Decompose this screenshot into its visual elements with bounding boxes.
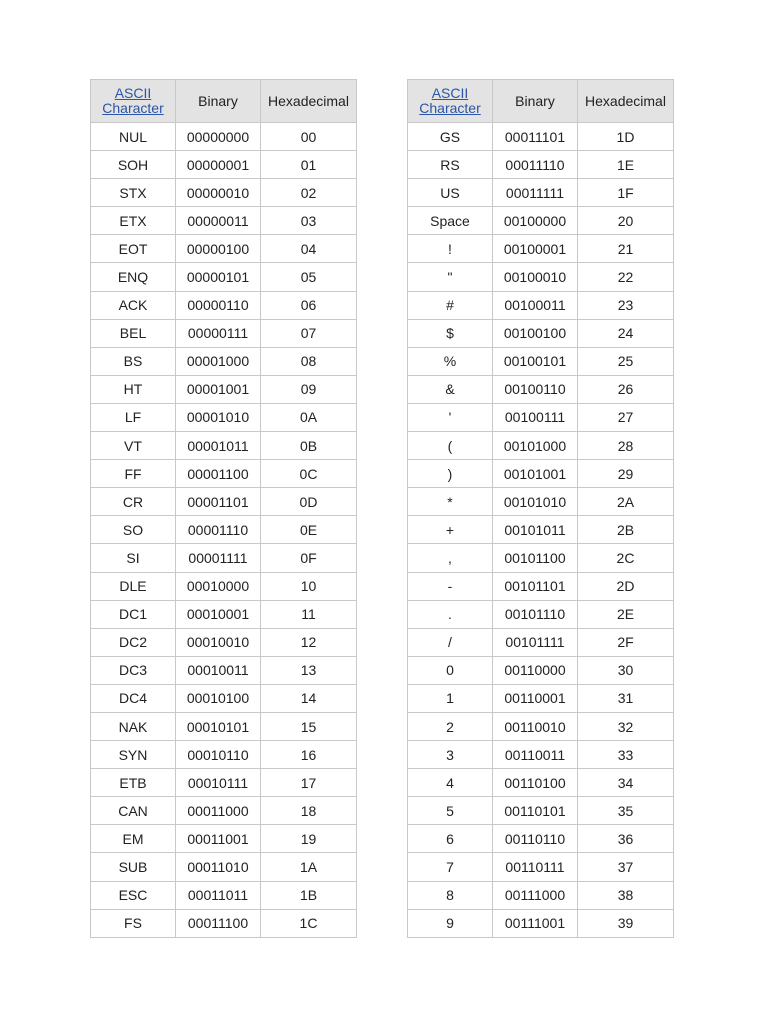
cell-character: SOH bbox=[91, 151, 176, 179]
header-ascii-character bbox=[91, 80, 176, 123]
cell-hex: 2F bbox=[578, 628, 674, 656]
table-row bbox=[408, 741, 674, 769]
table-body-left bbox=[91, 123, 357, 938]
cell-binary: 00101001 bbox=[493, 460, 578, 488]
cell-binary: 00011111 bbox=[493, 179, 578, 207]
ascii-link-line2: Character bbox=[102, 100, 164, 116]
table-row bbox=[91, 656, 357, 684]
table-row bbox=[91, 151, 357, 179]
cell-binary: 00011110 bbox=[493, 151, 578, 179]
cell-character: ! bbox=[408, 235, 493, 263]
table-body-right bbox=[408, 123, 674, 938]
ascii-table-left bbox=[90, 79, 357, 938]
table-row bbox=[91, 347, 357, 375]
table-row bbox=[408, 684, 674, 712]
cell-character: ) bbox=[408, 460, 493, 488]
cell-character: 8 bbox=[408, 881, 493, 909]
table-row bbox=[408, 319, 674, 347]
header-ascii-character bbox=[408, 80, 493, 123]
table-row bbox=[91, 207, 357, 235]
table-row bbox=[408, 179, 674, 207]
cell-character: * bbox=[408, 488, 493, 516]
cell-character: VT bbox=[91, 432, 176, 460]
cell-binary: 00011100 bbox=[176, 909, 261, 937]
cell-character: EM bbox=[91, 825, 176, 853]
cell-character: EOT bbox=[91, 235, 176, 263]
cell-binary: 00101100 bbox=[493, 544, 578, 572]
cell-hex: 2C bbox=[578, 544, 674, 572]
cell-binary: 00111001 bbox=[493, 909, 578, 937]
cell-binary: 00000010 bbox=[176, 179, 261, 207]
table-row bbox=[408, 151, 674, 179]
table-row bbox=[408, 516, 674, 544]
cell-hex: 14 bbox=[261, 684, 357, 712]
cell-binary: 00000000 bbox=[176, 123, 261, 151]
table-row bbox=[408, 881, 674, 909]
cell-character: ' bbox=[408, 403, 493, 431]
cell-binary: 00011011 bbox=[176, 881, 261, 909]
cell-character: NAK bbox=[91, 712, 176, 740]
cell-character: 4 bbox=[408, 769, 493, 797]
cell-hex: 2A bbox=[578, 488, 674, 516]
table-row bbox=[408, 797, 674, 825]
cell-binary: 00011101 bbox=[493, 123, 578, 151]
cell-character: 9 bbox=[408, 909, 493, 937]
table-row bbox=[91, 572, 357, 600]
cell-character: & bbox=[408, 375, 493, 403]
table-row bbox=[408, 403, 674, 431]
cell-binary: 00001011 bbox=[176, 432, 261, 460]
cell-hex: 29 bbox=[578, 460, 674, 488]
cell-hex: 19 bbox=[261, 825, 357, 853]
table-row bbox=[408, 825, 674, 853]
table-row bbox=[91, 881, 357, 909]
cell-hex: 38 bbox=[578, 881, 674, 909]
cell-hex: 23 bbox=[578, 291, 674, 319]
table-row bbox=[408, 600, 674, 628]
cell-character: 3 bbox=[408, 741, 493, 769]
table-row bbox=[91, 684, 357, 712]
cell-binary: 00000101 bbox=[176, 263, 261, 291]
cell-character: 5 bbox=[408, 797, 493, 825]
table-row bbox=[91, 460, 357, 488]
cell-hex: 25 bbox=[578, 347, 674, 375]
cell-binary: 00010111 bbox=[176, 769, 261, 797]
cell-binary: 00010001 bbox=[176, 600, 261, 628]
cell-hex: 22 bbox=[578, 263, 674, 291]
table-row bbox=[408, 347, 674, 375]
cell-character: ACK bbox=[91, 291, 176, 319]
cell-binary: 00010000 bbox=[176, 572, 261, 600]
table-row bbox=[408, 853, 674, 881]
cell-character: CAN bbox=[91, 797, 176, 825]
ascii-link-line1: ASCII bbox=[114, 85, 152, 101]
cell-binary: 00001100 bbox=[176, 460, 261, 488]
cell-character: HT bbox=[91, 375, 176, 403]
cell-character: 2 bbox=[408, 712, 493, 740]
cell-character: CR bbox=[91, 488, 176, 516]
cell-character: SI bbox=[91, 544, 176, 572]
cell-character: Space bbox=[408, 207, 493, 235]
header-binary: Binary bbox=[493, 80, 578, 123]
cell-binary: 00010110 bbox=[176, 741, 261, 769]
cell-hex: 05 bbox=[261, 263, 357, 291]
table-row bbox=[408, 432, 674, 460]
cell-hex: 12 bbox=[261, 628, 357, 656]
table-row bbox=[408, 544, 674, 572]
cell-hex: 31 bbox=[578, 684, 674, 712]
cell-character: ENQ bbox=[91, 263, 176, 291]
table-row bbox=[91, 403, 357, 431]
cell-binary: 00110000 bbox=[493, 656, 578, 684]
cell-hex: 37 bbox=[578, 853, 674, 881]
cell-character: - bbox=[408, 572, 493, 600]
cell-hex: 1F bbox=[578, 179, 674, 207]
cell-character: ETX bbox=[91, 207, 176, 235]
cell-binary: 00100110 bbox=[493, 375, 578, 403]
cell-character: 0 bbox=[408, 656, 493, 684]
cell-hex: 00 bbox=[261, 123, 357, 151]
table-row bbox=[91, 179, 357, 207]
cell-hex: 10 bbox=[261, 572, 357, 600]
cell-hex: 2B bbox=[578, 516, 674, 544]
table-row bbox=[408, 235, 674, 263]
table-row bbox=[408, 712, 674, 740]
cell-character: 7 bbox=[408, 853, 493, 881]
cell-character: . bbox=[408, 600, 493, 628]
table-row bbox=[91, 319, 357, 347]
cell-character: SO bbox=[91, 516, 176, 544]
cell-binary: 00110100 bbox=[493, 769, 578, 797]
table-row bbox=[408, 291, 674, 319]
cell-character: ( bbox=[408, 432, 493, 460]
cell-hex: 1E bbox=[578, 151, 674, 179]
cell-hex: 1C bbox=[261, 909, 357, 937]
cell-binary: 00101010 bbox=[493, 488, 578, 516]
cell-character: DC3 bbox=[91, 656, 176, 684]
cell-binary: 00101111 bbox=[493, 628, 578, 656]
header-hexadecimal: Hexadecimal bbox=[261, 80, 357, 123]
cell-binary: 00100111 bbox=[493, 403, 578, 431]
cell-character: DLE bbox=[91, 572, 176, 600]
table-row bbox=[91, 488, 357, 516]
cell-hex: 27 bbox=[578, 403, 674, 431]
cell-hex: 2D bbox=[578, 572, 674, 600]
cell-character: SUB bbox=[91, 853, 176, 881]
header-hexadecimal: Hexadecimal bbox=[578, 80, 674, 123]
cell-binary: 00100100 bbox=[493, 319, 578, 347]
cell-character: 6 bbox=[408, 825, 493, 853]
cell-hex: 15 bbox=[261, 712, 357, 740]
cell-hex: 07 bbox=[261, 319, 357, 347]
cell-hex: 28 bbox=[578, 432, 674, 460]
table-row bbox=[91, 853, 357, 881]
cell-binary: 00001000 bbox=[176, 347, 261, 375]
ascii-table-right bbox=[407, 79, 674, 938]
cell-hex: 03 bbox=[261, 207, 357, 235]
cell-binary: 00001001 bbox=[176, 375, 261, 403]
cell-binary: 00110111 bbox=[493, 853, 578, 881]
cell-hex: 39 bbox=[578, 909, 674, 937]
cell-character: % bbox=[408, 347, 493, 375]
cell-hex: 30 bbox=[578, 656, 674, 684]
table-row bbox=[408, 375, 674, 403]
cell-binary: 00011010 bbox=[176, 853, 261, 881]
cell-binary: 00101000 bbox=[493, 432, 578, 460]
table-row bbox=[91, 600, 357, 628]
cell-binary: 00101101 bbox=[493, 572, 578, 600]
cell-character: US bbox=[408, 179, 493, 207]
cell-character: ESC bbox=[91, 881, 176, 909]
cell-binary: 00110010 bbox=[493, 712, 578, 740]
cell-binary: 00010101 bbox=[176, 712, 261, 740]
table-row bbox=[408, 769, 674, 797]
cell-hex: 0A bbox=[261, 403, 357, 431]
cell-hex: 34 bbox=[578, 769, 674, 797]
cell-hex: 0E bbox=[261, 516, 357, 544]
cell-character: RS bbox=[408, 151, 493, 179]
cell-binary: 00101110 bbox=[493, 600, 578, 628]
table-row bbox=[408, 572, 674, 600]
cell-character: $ bbox=[408, 319, 493, 347]
cell-character: STX bbox=[91, 179, 176, 207]
cell-hex: 09 bbox=[261, 375, 357, 403]
cell-binary: 00110110 bbox=[493, 825, 578, 853]
cell-binary: 00010010 bbox=[176, 628, 261, 656]
cell-binary: 00000110 bbox=[176, 291, 261, 319]
cell-character: # bbox=[408, 291, 493, 319]
cell-hex: 02 bbox=[261, 179, 357, 207]
cell-hex: 11 bbox=[261, 600, 357, 628]
cell-character: ETB bbox=[91, 769, 176, 797]
table-row bbox=[408, 488, 674, 516]
cell-hex: 21 bbox=[578, 235, 674, 263]
cell-character: LF bbox=[91, 403, 176, 431]
cell-hex: 24 bbox=[578, 319, 674, 347]
cell-binary: 00100010 bbox=[493, 263, 578, 291]
table-header-row bbox=[408, 80, 674, 123]
table-row bbox=[91, 375, 357, 403]
ascii-character-link[interactable] bbox=[419, 85, 480, 116]
table-header-row bbox=[91, 80, 357, 123]
cell-binary: 00101011 bbox=[493, 516, 578, 544]
cell-binary: 00000011 bbox=[176, 207, 261, 235]
cell-binary: 00100101 bbox=[493, 347, 578, 375]
cell-binary: 00110011 bbox=[493, 741, 578, 769]
cell-hex: 0F bbox=[261, 544, 357, 572]
cell-binary: 00000001 bbox=[176, 151, 261, 179]
cell-hex: 1A bbox=[261, 853, 357, 881]
cell-binary: 00011000 bbox=[176, 797, 261, 825]
cell-character: / bbox=[408, 628, 493, 656]
cell-binary: 00000100 bbox=[176, 235, 261, 263]
table-row bbox=[91, 909, 357, 937]
cell-binary: 00110101 bbox=[493, 797, 578, 825]
cell-binary: 00100011 bbox=[493, 291, 578, 319]
cell-character: DC2 bbox=[91, 628, 176, 656]
cell-character: + bbox=[408, 516, 493, 544]
cell-hex: 16 bbox=[261, 741, 357, 769]
cell-hex: 18 bbox=[261, 797, 357, 825]
table-row bbox=[408, 656, 674, 684]
cell-binary: 00001010 bbox=[176, 403, 261, 431]
table-row bbox=[91, 628, 357, 656]
cell-character: SYN bbox=[91, 741, 176, 769]
cell-character: DC1 bbox=[91, 600, 176, 628]
cell-binary: 00100001 bbox=[493, 235, 578, 263]
header-binary: Binary bbox=[176, 80, 261, 123]
cell-character: " bbox=[408, 263, 493, 291]
cell-hex: 04 bbox=[261, 235, 357, 263]
ascii-link-line1: ASCII bbox=[431, 85, 469, 101]
table-row bbox=[91, 263, 357, 291]
cell-character: FF bbox=[91, 460, 176, 488]
table-row bbox=[91, 741, 357, 769]
cell-hex: 36 bbox=[578, 825, 674, 853]
table-row bbox=[91, 544, 357, 572]
cell-character: GS bbox=[408, 123, 493, 151]
cell-binary: 00001111 bbox=[176, 544, 261, 572]
table-row bbox=[91, 825, 357, 853]
table-row bbox=[408, 909, 674, 937]
cell-character: FS bbox=[91, 909, 176, 937]
cell-hex: 0B bbox=[261, 432, 357, 460]
cell-character: , bbox=[408, 544, 493, 572]
cell-hex: 1D bbox=[578, 123, 674, 151]
cell-binary: 00000111 bbox=[176, 319, 261, 347]
cell-hex: 01 bbox=[261, 151, 357, 179]
cell-binary: 00010100 bbox=[176, 684, 261, 712]
cell-binary: 00010011 bbox=[176, 656, 261, 684]
table-row bbox=[408, 123, 674, 151]
table-row bbox=[91, 123, 357, 151]
ascii-link-line2: Character bbox=[419, 100, 481, 116]
cell-hex: 0D bbox=[261, 488, 357, 516]
table-row bbox=[408, 460, 674, 488]
cell-hex: 06 bbox=[261, 291, 357, 319]
cell-hex: 26 bbox=[578, 375, 674, 403]
ascii-character-link[interactable] bbox=[102, 85, 163, 116]
table-row bbox=[91, 712, 357, 740]
cell-hex: 1B bbox=[261, 881, 357, 909]
cell-hex: 35 bbox=[578, 797, 674, 825]
cell-binary: 00001101 bbox=[176, 488, 261, 516]
cell-character: DC4 bbox=[91, 684, 176, 712]
cell-binary: 00001110 bbox=[176, 516, 261, 544]
cell-binary: 00110001 bbox=[493, 684, 578, 712]
cell-character: NUL bbox=[91, 123, 176, 151]
table-row bbox=[408, 207, 674, 235]
cell-hex: 17 bbox=[261, 769, 357, 797]
table-row bbox=[91, 769, 357, 797]
cell-binary: 00111000 bbox=[493, 881, 578, 909]
cell-hex: 32 bbox=[578, 712, 674, 740]
cell-binary: 00011001 bbox=[176, 825, 261, 853]
table-row bbox=[91, 432, 357, 460]
cell-binary: 00100000 bbox=[493, 207, 578, 235]
cell-character: BS bbox=[91, 347, 176, 375]
cell-hex: 2E bbox=[578, 600, 674, 628]
table-row bbox=[408, 263, 674, 291]
table-row bbox=[91, 797, 357, 825]
cell-hex: 20 bbox=[578, 207, 674, 235]
table-row bbox=[91, 291, 357, 319]
cell-character: BEL bbox=[91, 319, 176, 347]
cell-hex: 08 bbox=[261, 347, 357, 375]
cell-character: 1 bbox=[408, 684, 493, 712]
table-row bbox=[408, 628, 674, 656]
cell-hex: 13 bbox=[261, 656, 357, 684]
cell-hex: 33 bbox=[578, 741, 674, 769]
table-row bbox=[91, 235, 357, 263]
cell-hex: 0C bbox=[261, 460, 357, 488]
table-row bbox=[91, 516, 357, 544]
